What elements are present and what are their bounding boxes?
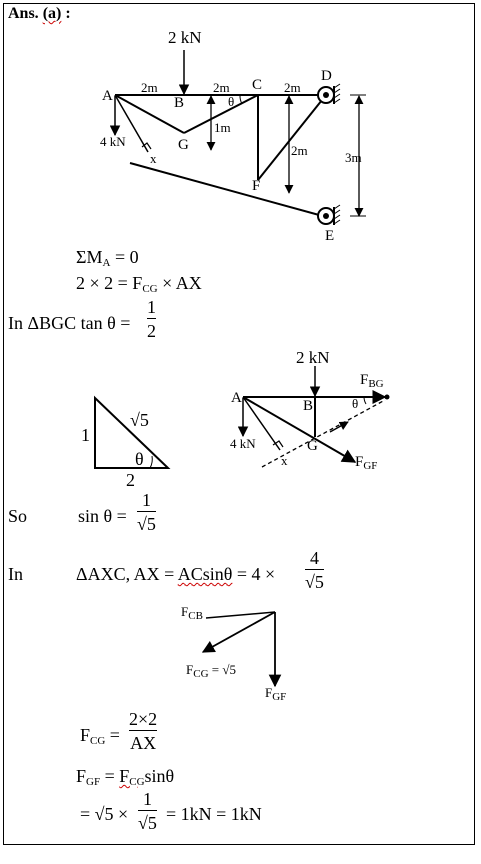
dim-1m: 1m — [214, 120, 231, 135]
eq-in: In — [8, 564, 23, 584]
dim-ab: 2m — [141, 80, 158, 95]
node-g: G — [178, 137, 189, 153]
node-f: F — [252, 178, 261, 194]
eq-sin-lead: sin θ = — [78, 506, 127, 526]
node-x: x — [150, 151, 157, 166]
dim-2m-vertical: 2m — [291, 143, 308, 158]
eq-sin-fraction: 1 √5 — [137, 490, 156, 534]
theta-c: θ — [228, 94, 235, 109]
node-e: E — [325, 228, 335, 244]
eq-final-lead: = √5 × — [80, 804, 129, 824]
dim-3m: 3m — [345, 150, 362, 165]
fbd-x: x — [281, 453, 288, 468]
fbd-node-b: B — [303, 398, 314, 414]
eq-fgf: $F_{GF} = F_{CG}\sin\theta$ — [76, 766, 175, 788]
force-fcg: $F_{CG} = √5$ — [186, 662, 236, 680]
part-label: (a) — [42, 5, 62, 22]
fbd-theta: θ — [352, 396, 359, 411]
fbd-load: 2 kN — [296, 348, 330, 367]
eq-fcg-fraction: 2×2 AX — [129, 709, 158, 753]
truss-load-top: 2 kN — [168, 28, 202, 47]
force-fcb: $F_{CB}$ — [181, 604, 203, 622]
fbd-node-g: G — [307, 438, 318, 454]
triangle-base: 2 — [126, 470, 135, 490]
eq-moment-values: $2 \times 2 = F_{CG}$ × AX — [76, 273, 202, 295]
fbd-node-a: A — [231, 390, 242, 406]
triangle-side: 1 — [81, 425, 90, 445]
node-a: A — [102, 88, 113, 104]
eq-final-result: = 1kN = 1kN — [166, 804, 262, 824]
triangle-hyp: √5 — [130, 410, 149, 430]
colon: : — [65, 5, 71, 22]
eq-tan-lead: In ΔBGC tan θ = — [8, 313, 131, 333]
fbd-fbg: $F_{BG}$ — [360, 372, 384, 390]
fbd-fgf: $F_{GF}$ — [355, 454, 378, 472]
eq-final-fraction: 1 √5 — [138, 789, 157, 833]
node-b: B — [174, 95, 185, 111]
ans-label: Ans. — [8, 5, 39, 22]
eq-ax-fraction: 4 √5 — [305, 548, 324, 592]
eq-so: So — [8, 506, 28, 526]
triangle-angle: θ — [135, 449, 144, 469]
dim-cd: 2m — [284, 80, 301, 95]
dim-bc: 2m — [213, 80, 230, 95]
eq-tan-fraction: 1 2 — [147, 297, 156, 341]
node-c: C — [252, 77, 263, 93]
node-d: D — [321, 68, 332, 84]
eq-ax: ΔAXC, AX = ACsinθ = 4 × — [76, 564, 276, 584]
truss-load-left: 4 kN — [100, 134, 126, 149]
eq-moment: $\Sigma M_A = 0$ — [76, 247, 139, 269]
eq-fcg-lhs: $F_{CG}$ = — [80, 725, 120, 747]
force-fgf: $F_{GF}$ — [265, 685, 287, 703]
fbd-load-left: 4 kN — [230, 436, 256, 451]
